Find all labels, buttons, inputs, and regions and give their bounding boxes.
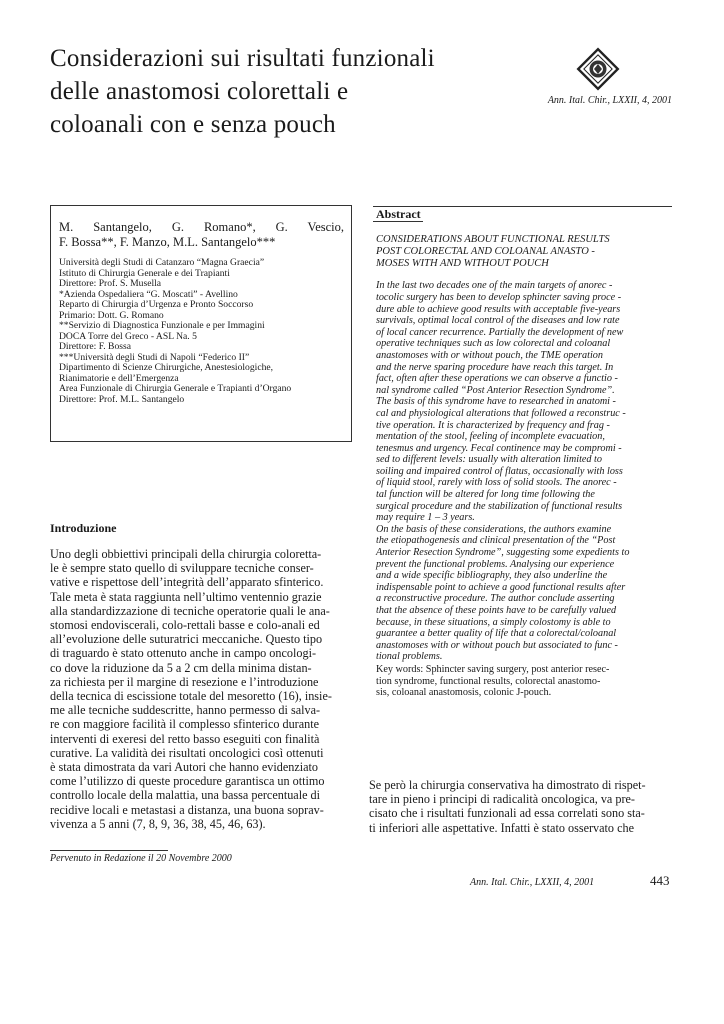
- abstract-line: guarantee a better quality of life that a colorectal/coloanal: [376, 628, 617, 640]
- affiliation-line: Direttore: F. Bossa: [59, 341, 131, 352]
- text-line: alla standardizzazione di tecniche operatorie quali le ana-: [50, 603, 330, 618]
- author-line: F. Bossa**, F. Manzo, M.L. Santangelo***: [59, 235, 276, 249]
- author-list: [59, 220, 344, 250]
- abstract-paragraph: [376, 280, 670, 663]
- footnote-rule: [50, 850, 168, 851]
- abstract-line: surgical procedure and the stabilization of functional results: [376, 500, 623, 512]
- abstract-line: soiling and impaired control of flatus, occasionally with loss: [376, 465, 623, 477]
- abstract-line: of local cancer recurrence. Partially the development of new: [376, 326, 624, 338]
- affiliation-line: Direttore: Prof. M.L. Santangelo: [59, 393, 185, 405]
- abstract-line: The basis of this syndrome have to researched in anatomi -: [376, 396, 616, 408]
- abstract-title-line: MOSES WITH AND WITHOUT POUCH: [376, 257, 549, 269]
- author-affiliation-box: [50, 205, 352, 442]
- keywords: [376, 664, 670, 699]
- affiliation-line: DOCA Torre del Greco - ASL Na. 5: [59, 330, 197, 342]
- abstract-title-line: CONSIDERATIONS ABOUT FUNCTIONAL RESULTS: [376, 234, 610, 245]
- text-line: come l’utilizzo di queste procedure garantisca un ottimo: [50, 774, 325, 789]
- text-line: recidive locali e metastasi a distanza, una buona soprav-: [50, 802, 324, 817]
- abstract-line: a reconstructive procedure. The author conclude asserting: [376, 593, 615, 605]
- text-line: co dove la riduzione da 5 a 2 cm della minima distan-: [50, 660, 312, 675]
- abstract-line: operative techniques such as low colorectal and coloanal: [376, 338, 611, 350]
- abstract-line: Anterior Resection Syndrome”, suggesting some expedients to: [376, 547, 630, 559]
- abstract-line: cal and physiological alterations that followed a reconstruc -: [376, 407, 626, 419]
- affiliation-line: Direttore: Prof. S. Musella: [59, 278, 162, 289]
- abstract-line: because, in these situations, a simply colostomy is able to: [376, 616, 611, 628]
- abstract-line: indispensable point to achieve a good functional results after: [376, 581, 626, 593]
- keywords-line: tion syndrome, functional results, colorectal anastomo-: [376, 675, 601, 687]
- abstract-line: nal syndrome called “Post Anterior Resection Syndrome”.: [376, 384, 615, 396]
- text-line: all’evoluzione delle suturatrici meccaniche. Questo tipo: [50, 632, 323, 647]
- abstract-line: and the nerve sparing procedure have reach this target. In: [376, 361, 614, 373]
- received-date-footnote: Pervenuto in Redazione il 20 Novembre 2000: [50, 853, 232, 864]
- article-title: [50, 42, 490, 141]
- affiliation-line: Dipartimento di Scienze Chirurgiche, Anestesiologiche,: [59, 362, 274, 373]
- text-line: di traguardo è stato ottenuto anche in campo oncologi-: [50, 646, 317, 661]
- abstract-line: the etiopathogenesis and clinical presentation of the “Post: [376, 535, 616, 547]
- title-line: coloanali con e senza pouch: [50, 111, 336, 138]
- abstract-line: tenesmus and urgency. Fecal continence may be compromi -: [376, 442, 622, 454]
- abstract-line: fact, often after these operations we can observe a functio -: [376, 373, 618, 385]
- journal-reference: Ann. Ital. Chir., LXXII, 4, 2001: [547, 95, 672, 106]
- abstract-line: and a wide specific bibliography, they also underline the: [376, 570, 608, 582]
- text-line: cisato che i risultati funzionali ad essa correlati sono sta-: [369, 806, 645, 821]
- text-line: è stata dimostrata da vari Autori che hanno evidenziato: [50, 760, 319, 775]
- abstract-line: On the basis of these considerations, the authors examine: [376, 523, 612, 535]
- abstract-line: anastomoses with or without pouch but associated to func -: [376, 639, 618, 651]
- text-line: della tecnica di escissione totale del mesoretto (16), insie-: [50, 689, 332, 704]
- page-number: 443: [650, 873, 670, 888]
- text-line: Uno degli obbiettivi principali della chirurgia coloretta-: [50, 547, 322, 561]
- affiliation-line: Istituto di Chirurgia Generale e dei Trapianti: [59, 267, 230, 279]
- introduction-body: [50, 547, 354, 831]
- affiliation-line: Area Funzionale di Chirurgia Generale e Trapianti d’Organo: [59, 383, 292, 394]
- text-line: le è sempre stato quello di sviluppare tecniche conser-: [50, 561, 314, 576]
- abstract-line: tive operation. It is characterized by frequency and frag -: [376, 419, 610, 431]
- text-line: tare in pieno i principi di radicalità oncologica, va pre-: [369, 792, 635, 807]
- text-line: Tale meta è stata raggiunta nell’ultimo ventennio grazie: [50, 589, 322, 604]
- text-line: ti inferiori alle aspettative. Infatti è stato osservato che: [369, 820, 634, 835]
- abstract-line: tal function will be altered for long time following the: [376, 489, 595, 501]
- keywords-line: Key words: Sphincter saving surgery, post anterior resec-: [376, 663, 610, 675]
- abstract-line: may require 1 – 3 years.: [376, 512, 475, 524]
- abstract-line: In the last two decades one of the main targets of anorec -: [376, 280, 613, 292]
- introduction-heading: Introduzione: [50, 521, 117, 535]
- abstract-heading: Abstract: [376, 207, 421, 221]
- text-line: za richiesta per il margine di resezione e l’introduzione: [50, 674, 319, 689]
- keywords-line: sis, coloanal anastomosis, colonic J-pouch.: [376, 687, 552, 699]
- affiliation-line: ***Università degli Studi di Napoli “Federico II”: [59, 351, 250, 363]
- footer-journal-reference: Ann. Ital. Chir., LXXII, 4, 2001: [470, 877, 595, 888]
- affiliation-list: [59, 258, 344, 405]
- text-line: curative. La validità dei risultati oncologici così ottenuti: [50, 745, 324, 760]
- author-line: M. Santangelo, G. Romano*, G. Vescio,: [59, 220, 344, 234]
- text-line: Se però la chirurgia conservativa ha dimostrato di rispet-: [369, 778, 646, 792]
- abstract-line: mentation of the stool, feeling of incomplete evacuation,: [376, 431, 605, 443]
- abstract-line: of liquid stool, rarely with loss of solid stools. The anorec -: [376, 477, 617, 489]
- affiliation-line: **Servizio di Diagnostica Funzionale e per Immagini: [59, 320, 265, 331]
- affiliation-line: Primario: Dott. G. Romano: [59, 309, 164, 321]
- right-column-body: [369, 778, 672, 835]
- title-line: Considerazioni sui risultati funzionali: [50, 45, 435, 72]
- affiliation-line: Università degli Studi di Catanzaro “Magna Graecia”: [59, 257, 265, 268]
- abstract-line: tocolic surgery has been to develop sphincter saving proce -: [376, 291, 622, 303]
- abstract-line: dure able to achieve good results with acceptable five-years: [376, 303, 621, 315]
- text-line: re con maggiore facilità il complesso sfinterico durante: [50, 717, 320, 732]
- text-line: interventi di exeresi del retto basso eseguiti con finalità: [50, 731, 320, 746]
- abstract-line: that the absence of these points have to be carefully valued: [376, 605, 617, 617]
- journal-emblem-icon: [576, 47, 620, 91]
- text-line: me alle tecniche suddescritte, hanno permesso di salva-: [50, 703, 321, 718]
- abstract-line: tional problems.: [376, 651, 443, 663]
- affiliation-line: Reparto di Chirurgia d’Urgenza e Pronto Soccorso: [59, 299, 254, 310]
- title-line: delle anastomosi colorettali e: [50, 78, 349, 105]
- text-line: stomosi endoviscerali, colo-rettali basse e colo-anali ed: [50, 618, 320, 633]
- text-line: vative e rispettose dell’integrità dell’apparato sfinterico.: [50, 575, 324, 590]
- abstract-line: sed to different levels: usually with alteration limited to: [376, 454, 602, 466]
- abstract-english-title: [376, 234, 670, 269]
- abstract-heading-rule: [373, 221, 423, 222]
- affiliation-line: *Azienda Ospedaliera “G. Moscati” - Avellino: [59, 288, 238, 300]
- affiliation-line: Rianimatorie e dell’Emergenza: [59, 372, 179, 384]
- text-line: vivenza a 5 anni (7, 8, 9, 36, 38, 45, 46, 63).: [50, 816, 266, 831]
- text-line: controllo locale della malattia, una bassa percentuale di: [50, 788, 321, 803]
- abstract-line: anastomoses with or without pouch, the TME operation: [376, 349, 603, 361]
- abstract-line: survivals, optimal local control of the diseases and low rate: [376, 315, 620, 327]
- abstract-body: [376, 234, 670, 699]
- abstract-line: prevent the functional problems. Analysing our experience: [376, 558, 615, 570]
- abstract-title-line: POST COLORECTAL AND COLOANAL ANASTO -: [376, 245, 595, 257]
